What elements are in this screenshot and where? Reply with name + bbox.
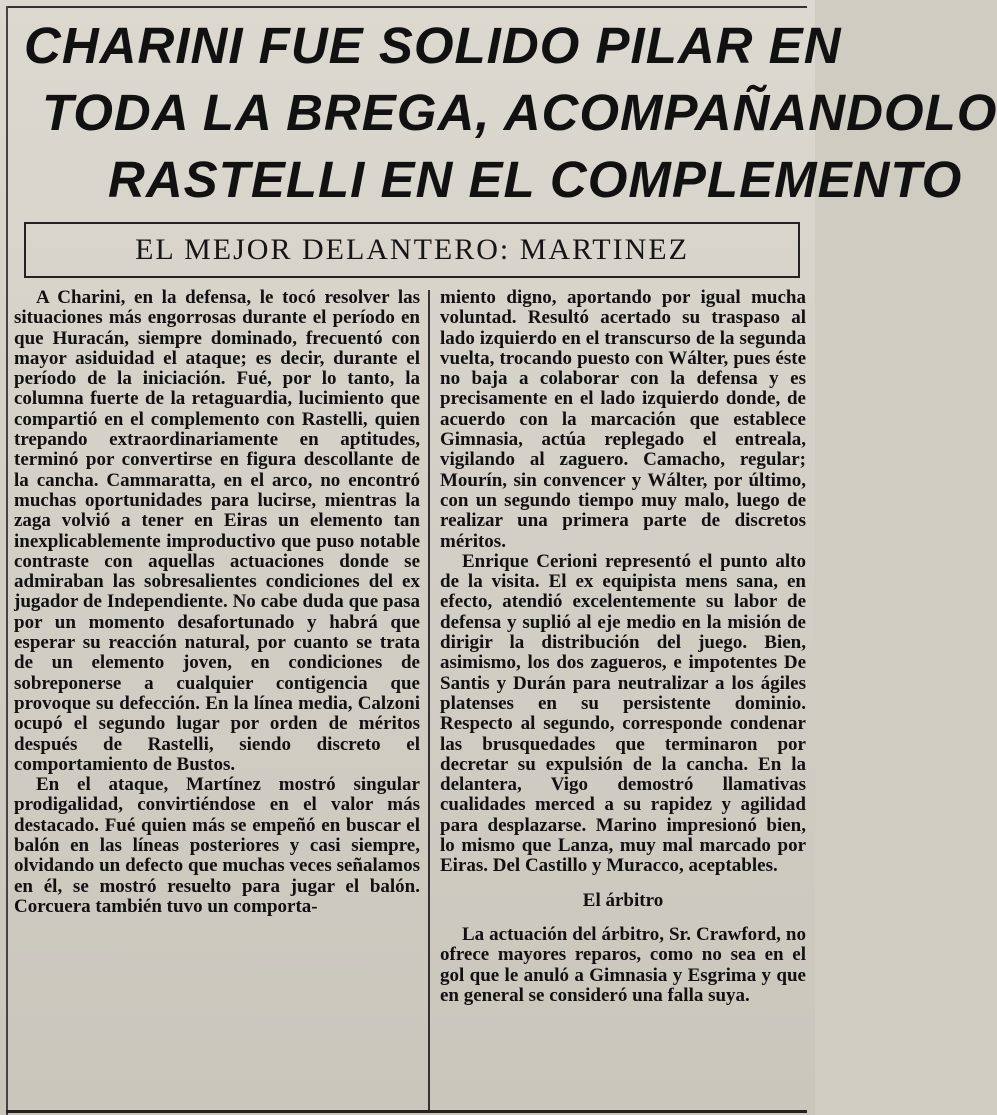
subhead: EL MEJOR DELANTERO: MARTINEZ <box>135 233 689 266</box>
bottom-rule <box>6 1110 807 1113</box>
headline-line-2: TODA LA BREGA, ACOMPAÑANDOLO <box>42 84 997 141</box>
article-column-2 <box>440 288 806 1006</box>
column-divider <box>428 290 430 1110</box>
headline-line-1: CHARINI FUE SOLIDO PILAR EN <box>24 17 842 74</box>
top-rule <box>6 6 807 8</box>
column1-paragraph-2: En el ataque, Martínez mostró singular prodigalidad, convirtiéndose en el valor más destacado. Fué quien más se empeñó en buscar el balón en las líneas posteriores y casi siempre, olvidando un defecto que muchas veces señalamos en él, se mostró resuelto para jugar el balón. Corcuera también tuvo un comporta- <box>14 774 420 917</box>
left-rule <box>6 6 8 1115</box>
article-column-1 <box>14 288 420 917</box>
column2-paragraph-1: miento digno, aportando por igual mucha voluntad. Resultó acertado su traspaso al lado izquierdo en el transcurso de la segunda vuelta, trocando puesto con Wálter, pues éste no baja a colaborar con la defensa y es precisamente en el lado izquierdo donde, de acuerdo con la marcación que establece Gimnasia, actúa replegado el entreala, vigilando al zaguero. Camacho, regular; Mourín, sin convencer y Wálter, por último, con un segundo tiempo muy malo, luego de realizar una primera parte de discretos méritos. <box>440 287 806 552</box>
headline-line-3: RASTELLI EN EL COMPLEMENTO <box>108 151 963 208</box>
column1-paragraph-1: A Charini, en la defensa, le tocó resolver las situaciones más engorrosas durante el período en que Huracán, siempre dominado, frecuentó con mayor asiduidad el ataque; es decir, durante el período de la iniciación. Fué, por lo tanto, la columna fuerte de la retaguardia, lucimiento que compartió en el complemento con Rastelli, quien trepando extraordinariamente en aptitudes, terminó por convertirse en figura descollante de la cancha. Cammaratta, en el arco, no encontró muchas oportunidades para lucirse, mientras la zaga volvió a tener en Eiras un elemento tan inexplicablemente improductivo que puso notable contraste con aquellas actuaciones donde se admiraban las sobresalientes condiciones del ex jugador de Independiente. No cabe duda que pasa por un momento desafortunado y habrá que esperar su reacción natural, por cuanto se trata de un elemento joven, en condiciones de sobreponerse a cualquier contigencia que provoque su defección. En la línea media, Calzoni ocupó el segundo lugar por orden de méritos después de Rastelli, siendo discreto el comportamiento de Bustos. <box>14 287 420 775</box>
section-heading-arbitro: El árbitro <box>582 889 664 911</box>
column2-paragraph-3: La actuación del árbitro, Sr. Crawford, no ofrece mayores reparos, como no sea en el gol que le anuló a Gimnasia y Esgrima y que en general se consideró una falla suya. <box>440 923 806 1006</box>
subhead-box <box>24 222 800 278</box>
column2-paragraph-2: Enrique Cerioni representó el punto alto de la visita. El ex equipista mens sana, en efecto, atendió excelentemente su labor de defensa y suplió al eje medio en la misión de dirigir la distribución del juego. Bien, asimismo, los dos zagueros, e impotentes De Santis y Durán para neutralizar a los ágiles platenses en su persistente dominio. Respecto al segundo, corresponde condenar las brusquedades que terminaron por decretar su expulsión de la cancha. En la delantera, Vigo demostró llamativas cualidades merced a su rapidez y agilidad para desplazarse. Marino impresionó bien, lo mismo que Lanza, muy mal marcado por Eiras. Del Castillo y Muracco, aceptables. <box>440 550 806 877</box>
headline <box>22 12 997 213</box>
